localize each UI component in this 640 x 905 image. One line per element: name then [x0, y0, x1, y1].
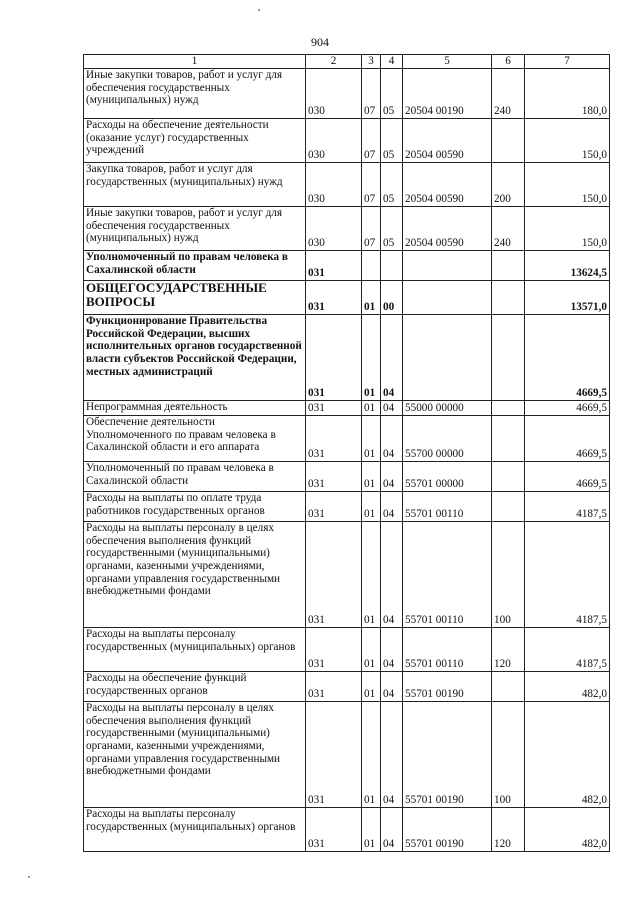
subsection-code: 04	[381, 672, 403, 702]
table-row	[84, 808, 610, 852]
table-row	[84, 628, 610, 672]
expense-code	[492, 416, 525, 462]
article-code: 55700 00000	[403, 416, 492, 462]
expense-code	[492, 462, 525, 492]
row-name: Расходы на обеспечение деятельности (оказание услуг) государственных учреждений	[84, 119, 306, 163]
article-code: 55701 00110	[403, 628, 492, 672]
amount: 4669,5	[525, 462, 610, 492]
section-code: 01	[362, 315, 381, 401]
subsection-code: 04	[381, 462, 403, 492]
section-code: 01	[362, 281, 381, 315]
admin-code: 031	[306, 281, 362, 315]
section-code: 01	[362, 702, 381, 808]
section-code: 01	[362, 416, 381, 462]
admin-code: 031	[306, 401, 362, 416]
scan-speck	[28, 876, 30, 878]
expense-code: 100	[492, 702, 525, 808]
article-code	[403, 251, 492, 281]
expense-code	[492, 119, 525, 163]
article-code: 20504 00590	[403, 207, 492, 251]
article-code: 55701 00110	[403, 522, 492, 628]
expense-code: 120	[492, 628, 525, 672]
table-row	[84, 315, 610, 401]
table-row	[84, 69, 610, 119]
admin-code: 031	[306, 251, 362, 281]
article-code: 55000 00000	[403, 401, 492, 416]
amount: 482,0	[525, 702, 610, 808]
expense-code	[492, 315, 525, 401]
row-name: Расходы на обеспечение функций государственных органов	[84, 672, 306, 702]
table-row	[84, 416, 610, 462]
article-code: 55701 00190	[403, 702, 492, 808]
subsection-code: 04	[381, 702, 403, 808]
admin-code: 030	[306, 69, 362, 119]
section-code: 01	[362, 628, 381, 672]
section-code: 01	[362, 808, 381, 852]
amount: 482,0	[525, 808, 610, 852]
table-row	[84, 462, 610, 492]
column-header: 7	[525, 55, 610, 69]
row-name: Иные закупки товаров, работ и услуг для обеспечения государственных (муниципальных) нужд	[84, 69, 306, 119]
column-number-row	[84, 55, 610, 69]
section-code: 01	[362, 672, 381, 702]
subsection-code: 00	[381, 281, 403, 315]
amount: 4669,5	[525, 416, 610, 462]
subsection-code: 04	[381, 808, 403, 852]
article-code: 20504 00190	[403, 69, 492, 119]
admin-code: 031	[306, 462, 362, 492]
amount: 4669,5	[525, 315, 610, 401]
subsection-code: 04	[381, 628, 403, 672]
article-code: 55701 00190	[403, 672, 492, 702]
admin-code: 031	[306, 492, 362, 522]
admin-code: 031	[306, 672, 362, 702]
expense-code	[492, 672, 525, 702]
expense-code: 100	[492, 522, 525, 628]
amount: 4669,5	[525, 401, 610, 416]
subsection-code: 04	[381, 315, 403, 401]
article-code: 55701 00110	[403, 492, 492, 522]
amount: 150,0	[525, 207, 610, 251]
row-name: Расходы на выплаты персоналу государственных (муниципальных) органов	[84, 808, 306, 852]
admin-code: 031	[306, 522, 362, 628]
amount: 4187,5	[525, 522, 610, 628]
expense-code: 200	[492, 163, 525, 207]
table-row	[84, 281, 610, 315]
admin-code: 030	[306, 119, 362, 163]
subsection-code: 05	[381, 163, 403, 207]
subsection-code: 05	[381, 207, 403, 251]
admin-code: 031	[306, 416, 362, 462]
budget-table	[83, 54, 610, 852]
subsection-code	[381, 251, 403, 281]
subsection-code: 04	[381, 522, 403, 628]
table-row	[84, 522, 610, 628]
admin-code: 030	[306, 207, 362, 251]
subsection-code: 05	[381, 119, 403, 163]
row-name: Обеспечение деятельности Уполномоченного по правам человека в Сахалинской области и его аппарата	[84, 416, 306, 462]
section-code: 01	[362, 492, 381, 522]
admin-code: 030	[306, 163, 362, 207]
row-name: Функционирование Правительства Российской Федерации, высших исполнительных органов государственной власти субъектов Российской Федерации, местных администраций	[84, 315, 306, 401]
column-header: 3	[362, 55, 381, 69]
admin-code: 031	[306, 315, 362, 401]
section-code: 07	[362, 163, 381, 207]
section-code: 07	[362, 69, 381, 119]
amount: 150,0	[525, 163, 610, 207]
row-name: Уполномоченный по правам человека в Сахалинской области	[84, 462, 306, 492]
expense-code	[492, 281, 525, 315]
article-code: 20504 00590	[403, 163, 492, 207]
section-code: 07	[362, 119, 381, 163]
row-name: Расходы на выплаты по оплате труда работников государственных органов	[84, 492, 306, 522]
scan-speck	[258, 9, 260, 11]
table-row	[84, 672, 610, 702]
row-name: Уполномоченный по правам человека в Сахалинской области	[84, 251, 306, 281]
column-header: 1	[84, 55, 306, 69]
admin-code: 031	[306, 808, 362, 852]
table-row	[84, 251, 610, 281]
table-row	[84, 207, 610, 251]
admin-code: 031	[306, 628, 362, 672]
section-code	[362, 251, 381, 281]
amount: 13624,5	[525, 251, 610, 281]
article-code: 55701 00000	[403, 462, 492, 492]
amount: 482,0	[525, 672, 610, 702]
subsection-code: 04	[381, 492, 403, 522]
expense-code: 240	[492, 207, 525, 251]
section-code: 01	[362, 401, 381, 416]
subsection-code: 04	[381, 416, 403, 462]
amount: 4187,5	[525, 628, 610, 672]
amount: 4187,5	[525, 492, 610, 522]
article-code	[403, 315, 492, 401]
row-name: Расходы на выплаты персоналу в целях обеспечения выполнения функций государственными (муниципальными) органами, казенными учреждениями, органами управления государственными внебюджетными фондами	[84, 522, 306, 628]
subsection-code: 04	[381, 401, 403, 416]
expense-code: 240	[492, 69, 525, 119]
row-name: Закупка товаров, работ и услуг для государственных (муниципальных) нужд	[84, 163, 306, 207]
row-name: Расходы на выплаты персоналу в целях обеспечения выполнения функций государственными (муниципальными) органами, казенными учреждениями, органами управления государственными внебюджетными фондами	[84, 702, 306, 808]
row-name: ОБЩЕГОСУДАРСТВЕННЫЕ ВОПРОСЫ	[84, 281, 306, 315]
expense-code	[492, 492, 525, 522]
article-code: 20504 00590	[403, 119, 492, 163]
column-header: 5	[403, 55, 492, 69]
row-name: Расходы на выплаты персоналу государственных (муниципальных) органов	[84, 628, 306, 672]
page-number: 904	[311, 35, 329, 49]
amount: 180,0	[525, 69, 610, 119]
row-name: Иные закупки товаров, работ и услуг для обеспечения государственных (муниципальных) нужд	[84, 207, 306, 251]
article-code	[403, 281, 492, 315]
admin-code: 031	[306, 702, 362, 808]
subsection-code: 05	[381, 69, 403, 119]
section-code: 07	[362, 207, 381, 251]
column-header: 2	[306, 55, 362, 69]
table-row	[84, 401, 610, 416]
section-code: 01	[362, 462, 381, 492]
amount: 150,0	[525, 119, 610, 163]
expense-code	[492, 401, 525, 416]
table-row	[84, 492, 610, 522]
column-header: 4	[381, 55, 403, 69]
table-row	[84, 119, 610, 163]
expense-code	[492, 251, 525, 281]
amount: 13571,0	[525, 281, 610, 315]
section-code: 01	[362, 522, 381, 628]
article-code: 55701 00190	[403, 808, 492, 852]
table-row	[84, 702, 610, 808]
expense-code: 120	[492, 808, 525, 852]
table-row	[84, 163, 610, 207]
row-name: Непрограммная деятельность	[84, 401, 306, 416]
column-header: 6	[492, 55, 525, 69]
